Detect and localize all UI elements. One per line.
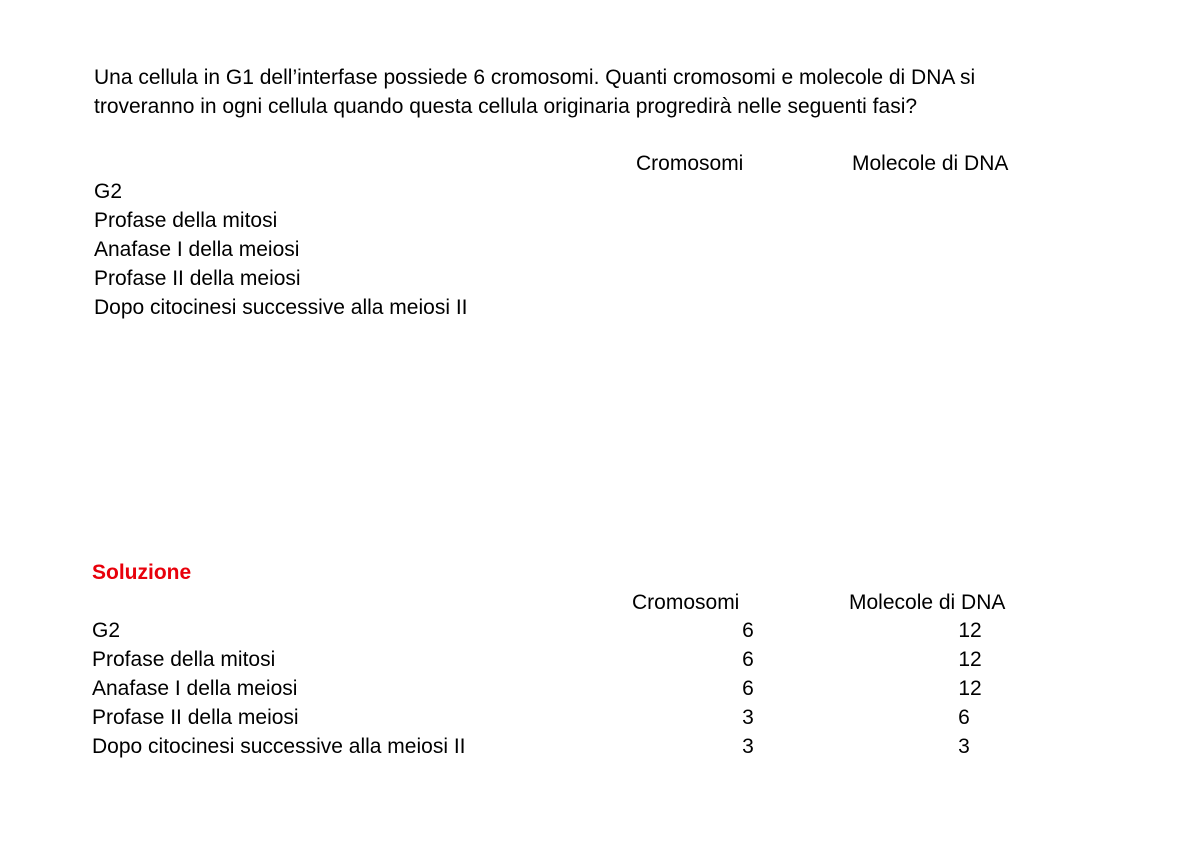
solution-chromosomes-value: 3 (742, 735, 754, 758)
solution-chromosomes-value: 6 (742, 619, 754, 642)
solution-dna-value: 12 (958, 619, 982, 642)
solution-dna-value: 12 (958, 677, 982, 700)
solution-header-chromosomes: Cromosomi (632, 591, 740, 614)
phase-label-g2: G2 (94, 180, 123, 203)
solution-chromosomes-value: 3 (742, 706, 754, 729)
solution-phase-prophase-2: Profase II della meiosi (92, 706, 299, 729)
solution-phase-cytokinesis: Dopo citocinesi successive alla meiosi II (92, 735, 466, 758)
solution-dna-value: 6 (958, 706, 970, 729)
solution-dna-value: 3 (958, 735, 970, 758)
phase-label-anaphase-1: Anafase I della meiosi (94, 238, 300, 261)
solution-chromosomes-value: 6 (742, 677, 754, 700)
header-chromosomes: Cromosomi (636, 152, 744, 175)
question-line-1: Una cellula in G1 dell’interfase possiede 6 cromosomi. Quanti cromosomi e molecole di DNA si (94, 66, 976, 89)
solution-dna-value: 12 (958, 648, 982, 671)
question-line-2: troveranno in ogni cellula quando questa cellula originaria progredirà nelle seguenti fasi? (94, 95, 918, 118)
solution-phase-anaphase-1: Anafase I della meiosi (92, 677, 298, 700)
header-dna-molecules: Molecole di DNA (852, 152, 1009, 175)
solution-phase-g2: G2 (92, 619, 121, 642)
solution-phase-prophase-mitosis: Profase della mitosi (92, 648, 276, 671)
solution-header-dna-molecules: Molecole di DNA (849, 591, 1006, 614)
solution-chromosomes-value: 6 (742, 648, 754, 671)
phase-label-prophase-mitosis: Profase della mitosi (94, 209, 278, 232)
phase-label-prophase-2: Profase II della meiosi (94, 267, 301, 290)
solution-title: Soluzione (92, 561, 192, 584)
phase-label-cytokinesis: Dopo citocinesi successive alla meiosi II (94, 296, 468, 319)
